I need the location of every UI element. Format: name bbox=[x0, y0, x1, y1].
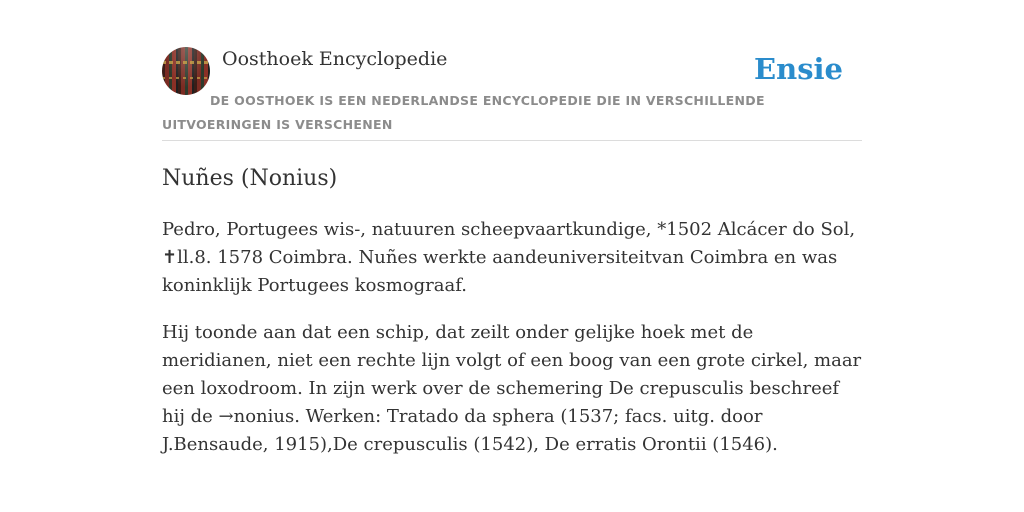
article-paragraph: Hij toonde aan dat een schip, dat zeilt onder gelijke hoek met de meridianen, niet een rechte lijn volgt of een boog van een grote cirkel, maar een loxodroom. In zijn werk over de schemering De crepusculis beschreef hij de →nonius. Werken: Tratado da sphera (1537; facs. uitg. door J.Bensaude, 1915),De crepusculis (1542), De erratis Orontii (1546). bbox=[162, 322, 862, 455]
article-title: Nuñes (Nonius) bbox=[162, 166, 338, 191]
site-title[interactable]: Oosthoek Encyclopedie bbox=[222, 48, 448, 70]
site-header bbox=[162, 46, 862, 141]
article-paragraph: Pedro, Portugees wis-, natuuren scheepvaartkundige, *1502 Alcácer do Sol, ✝ll.8. 1578 Coimbra. Nuñes werkte aandeuniversiteitvan Coimbra en was koninklijk Portugees kosmograaf. bbox=[162, 219, 856, 296]
site-tagline: DE OOSTHOEK IS EEN NEDERLANDSE ENCYCLOPEDIE DIE IN VERSCHILLENDE UITVOERINGEN IS VERSCHENEN bbox=[162, 93, 765, 132]
encyclopedia-books-avatar[interactable] bbox=[162, 47, 210, 95]
ensie-logo-link[interactable]: Ensie bbox=[754, 52, 843, 86]
